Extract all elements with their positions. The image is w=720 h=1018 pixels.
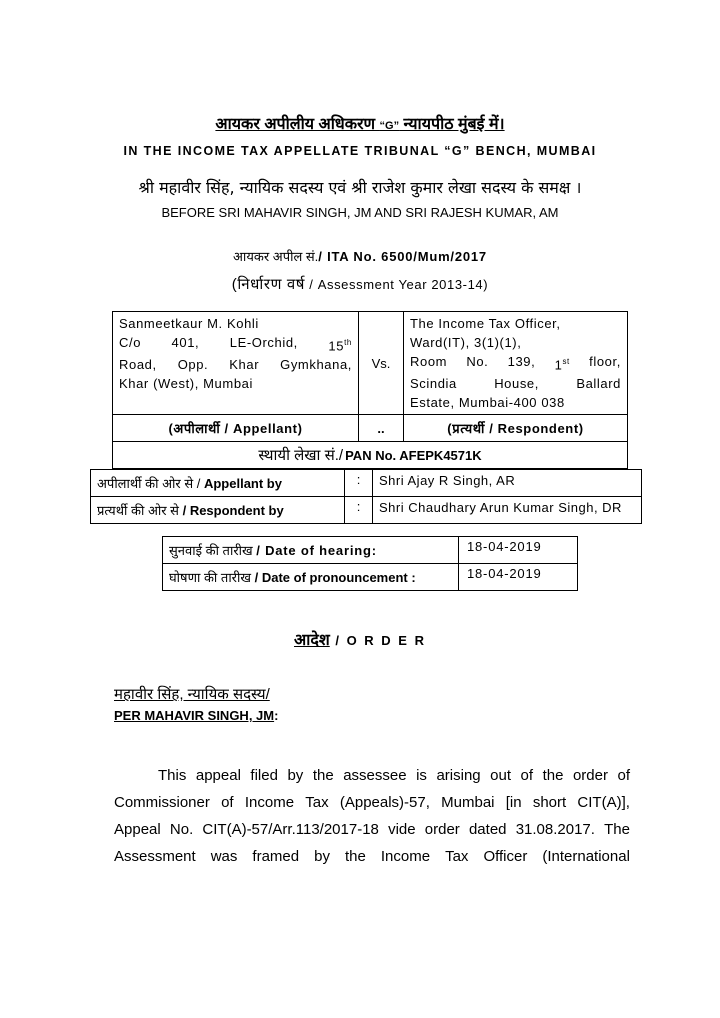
pan-hindi: स्थायी लेखा सं./ — [258, 447, 344, 465]
address-word: Room — [410, 354, 448, 369]
paragraph-word: short — [532, 794, 567, 811]
paragraph-word: CIT(A)], — [577, 794, 630, 811]
paragraph-line — [114, 816, 630, 843]
paragraph-word: by — [287, 767, 304, 784]
hearing-date: 18-04-2019 — [467, 539, 542, 554]
paragraph-line — [114, 762, 630, 789]
pronouncement-label-hindi: घोषणा की तारीख — [169, 570, 255, 585]
paragraph-word: The — [604, 821, 630, 838]
paragraph-word: [in — [505, 794, 522, 811]
order-paragraph — [114, 762, 630, 870]
pronouncement-date: 18-04-2019 — [467, 566, 542, 581]
per-colon: : — [274, 708, 279, 723]
ita-english: / ITA No. 6500/Mum/2017 — [318, 249, 487, 264]
pan-row — [113, 441, 627, 468]
per-hindi: महावीर सिंह, न्यायिक सदस्य/ — [114, 686, 270, 703]
dates-table — [162, 536, 578, 591]
pronouncement-row — [163, 563, 577, 590]
address-line — [119, 355, 352, 374]
label-dots: .. — [359, 415, 404, 441]
address-word: 139, — [507, 354, 536, 369]
hearing-label-hindi: सुनवाई की तारीख — [169, 543, 257, 558]
paragraph-word: the — [312, 767, 334, 784]
address-word: floor, — [589, 354, 621, 369]
address-line — [410, 393, 621, 412]
paragraph-word: order — [572, 767, 608, 784]
paragraph-word: CIT(A)-57/Arr.113/2017-18 — [202, 821, 379, 838]
paragraph-word: the — [344, 848, 366, 865]
address-line — [119, 374, 352, 393]
appellant-representative: Shri Ajay R Singh, AR — [379, 473, 516, 488]
address-word: House, — [494, 376, 539, 392]
parties-label-row — [113, 414, 627, 441]
per-english-name: PER MAHAVIR SINGH, JM — [114, 708, 275, 723]
paragraph-line — [114, 843, 630, 870]
appellant-by-english: Appellant by — [203, 476, 282, 491]
address-word: C/o — [119, 335, 142, 350]
english-before-line: BEFORE SRI MAHAVIR SINGH, JM AND SRI RAJESH KUMAR, AM — [161, 205, 559, 220]
address-word: Estate, Mumbai-400 038 — [410, 395, 565, 411]
respondent-address — [404, 312, 627, 414]
paragraph-word: arising — [436, 767, 481, 784]
paragraph-word: of — [520, 767, 534, 784]
respondent-colon: : — [345, 497, 373, 523]
address-word: Road, — [119, 357, 157, 373]
appellant-address — [113, 312, 359, 414]
appellant-colon: : — [345, 470, 373, 496]
address-word: 401, — [171, 335, 200, 350]
appellant-rep-row — [91, 470, 641, 496]
address-line — [410, 352, 621, 374]
paragraph-word: framed — [252, 848, 300, 865]
representation-table — [90, 469, 642, 524]
paragraph-word: Assessment — [114, 848, 196, 865]
address-word: No. — [466, 354, 489, 369]
paragraph-word: This — [158, 767, 187, 784]
paragraph-word: Officer — [483, 848, 528, 865]
address-word: The Income Tax Officer, — [410, 316, 561, 331]
per-english — [114, 708, 278, 723]
respondent-by-label — [91, 497, 345, 523]
respondent-rep-row — [91, 496, 641, 523]
parties-row — [113, 312, 627, 414]
address-word: Sanmeetkaur M. Kohli — [119, 316, 259, 331]
respondent-by-english: / Respondent by — [182, 503, 284, 518]
paragraph-word: Tax — [305, 794, 329, 811]
respondent-representative: Shri Chaudhary Arun Kumar Singh, DR — [379, 500, 622, 515]
paragraph-word: assessee — [343, 767, 407, 784]
address-line — [410, 374, 621, 393]
ay-english: / Assessment Year 2013-14) — [305, 277, 489, 292]
address-word: Ballard — [576, 376, 621, 392]
address-line — [410, 314, 621, 333]
paragraph-word: (International — [542, 848, 630, 865]
ita-hindi: आयकर अपील सं. — [233, 249, 319, 264]
paragraph-word: Appeal — [114, 821, 161, 838]
hindi-title-bench: “G” — [379, 120, 400, 132]
ay-hindi: (निर्धारण वर्ष — [231, 276, 306, 293]
paragraph-word: Mumbai — [441, 794, 495, 811]
paragraph-word: appeal — [195, 767, 241, 784]
pronouncement-label — [163, 564, 459, 590]
paragraph-line — [114, 789, 630, 816]
versus: Vs. — [359, 312, 404, 414]
order-heading-hindi: आदेश — [294, 632, 330, 649]
hearing-label-english: / Date of hearing: — [256, 543, 377, 558]
address-word: LE-Orchid, — [229, 335, 298, 350]
parties-table — [112, 311, 628, 469]
paragraph-word: of — [221, 794, 234, 811]
hearing-row — [163, 537, 577, 563]
address-line — [119, 314, 352, 333]
paragraph-word: (Appeals)-57, — [339, 794, 430, 811]
address-word: Khar — [229, 357, 260, 373]
appellant-by-label — [91, 470, 345, 496]
address-word: Ward(IT), 3(1)(1), — [410, 335, 522, 350]
hindi-title-post: न्यायपीठ मुंबई में। — [399, 116, 505, 133]
address-word: Scindia — [410, 376, 457, 392]
english-title: IN THE INCOME TAX APPELLATE TRIBUNAL “G” BENCH, MUMBAI — [123, 144, 597, 158]
address-line — [119, 333, 352, 355]
hearing-label — [163, 537, 459, 563]
paragraph-word: by — [314, 848, 330, 865]
paragraph-word: dated — [468, 821, 507, 838]
address-word: 15th — [328, 338, 352, 354]
pan-number: PAN No. AFEPK4571K — [345, 447, 482, 463]
ita-number — [0, 247, 720, 265]
paragraph-word: 31.08.2017. — [515, 821, 595, 838]
paragraph-word: Commissioner — [114, 794, 210, 811]
paragraph-word: Income — [380, 848, 431, 865]
respondent-label: (प्रत्यर्थी / Respondent) — [447, 420, 584, 436]
paragraph-word: Tax — [445, 848, 469, 865]
hindi-title — [0, 112, 720, 134]
appellant-label: (अपीलार्थी / Appellant) — [113, 415, 359, 441]
paragraph-word: out — [490, 767, 512, 784]
paragraph-word: was — [210, 848, 238, 865]
order-heading — [0, 628, 720, 650]
paragraph-word: order — [424, 821, 460, 838]
address-word: 1st — [554, 357, 570, 373]
hindi-title-pre: आयकर अपीलीय अधिकरण — [215, 116, 380, 133]
respondent-by-hindi: प्रत्यर्थी की ओर से — [97, 503, 183, 518]
address-word: Khar (West), Mumbai — [119, 376, 253, 392]
hindi-before-line: श्री महावीर सिंह, न्यायिक सदस्य एवं श्री राजेश कुमार लेखा सदस्य के समक्ष । — [138, 178, 582, 197]
address-word: Gymkhana, — [280, 357, 352, 373]
paragraph-word: vide — [388, 821, 416, 838]
paragraph-word: of — [617, 767, 630, 784]
pronouncement-label-english: / Date of pronouncement : — [254, 570, 416, 585]
paragraph-word: Income — [244, 794, 295, 811]
paragraph-word: is — [416, 767, 427, 784]
appellant-by-hindi: अपीलार्थी की ओर से / — [97, 476, 204, 491]
order-heading-english: / O R D E R — [329, 633, 426, 648]
assessment-year — [0, 274, 720, 294]
paragraph-word: the — [542, 767, 564, 784]
address-word: Opp. — [177, 357, 209, 373]
address-line — [410, 333, 621, 352]
paragraph-word: No. — [169, 821, 194, 838]
paragraph-word: filed — [250, 767, 278, 784]
